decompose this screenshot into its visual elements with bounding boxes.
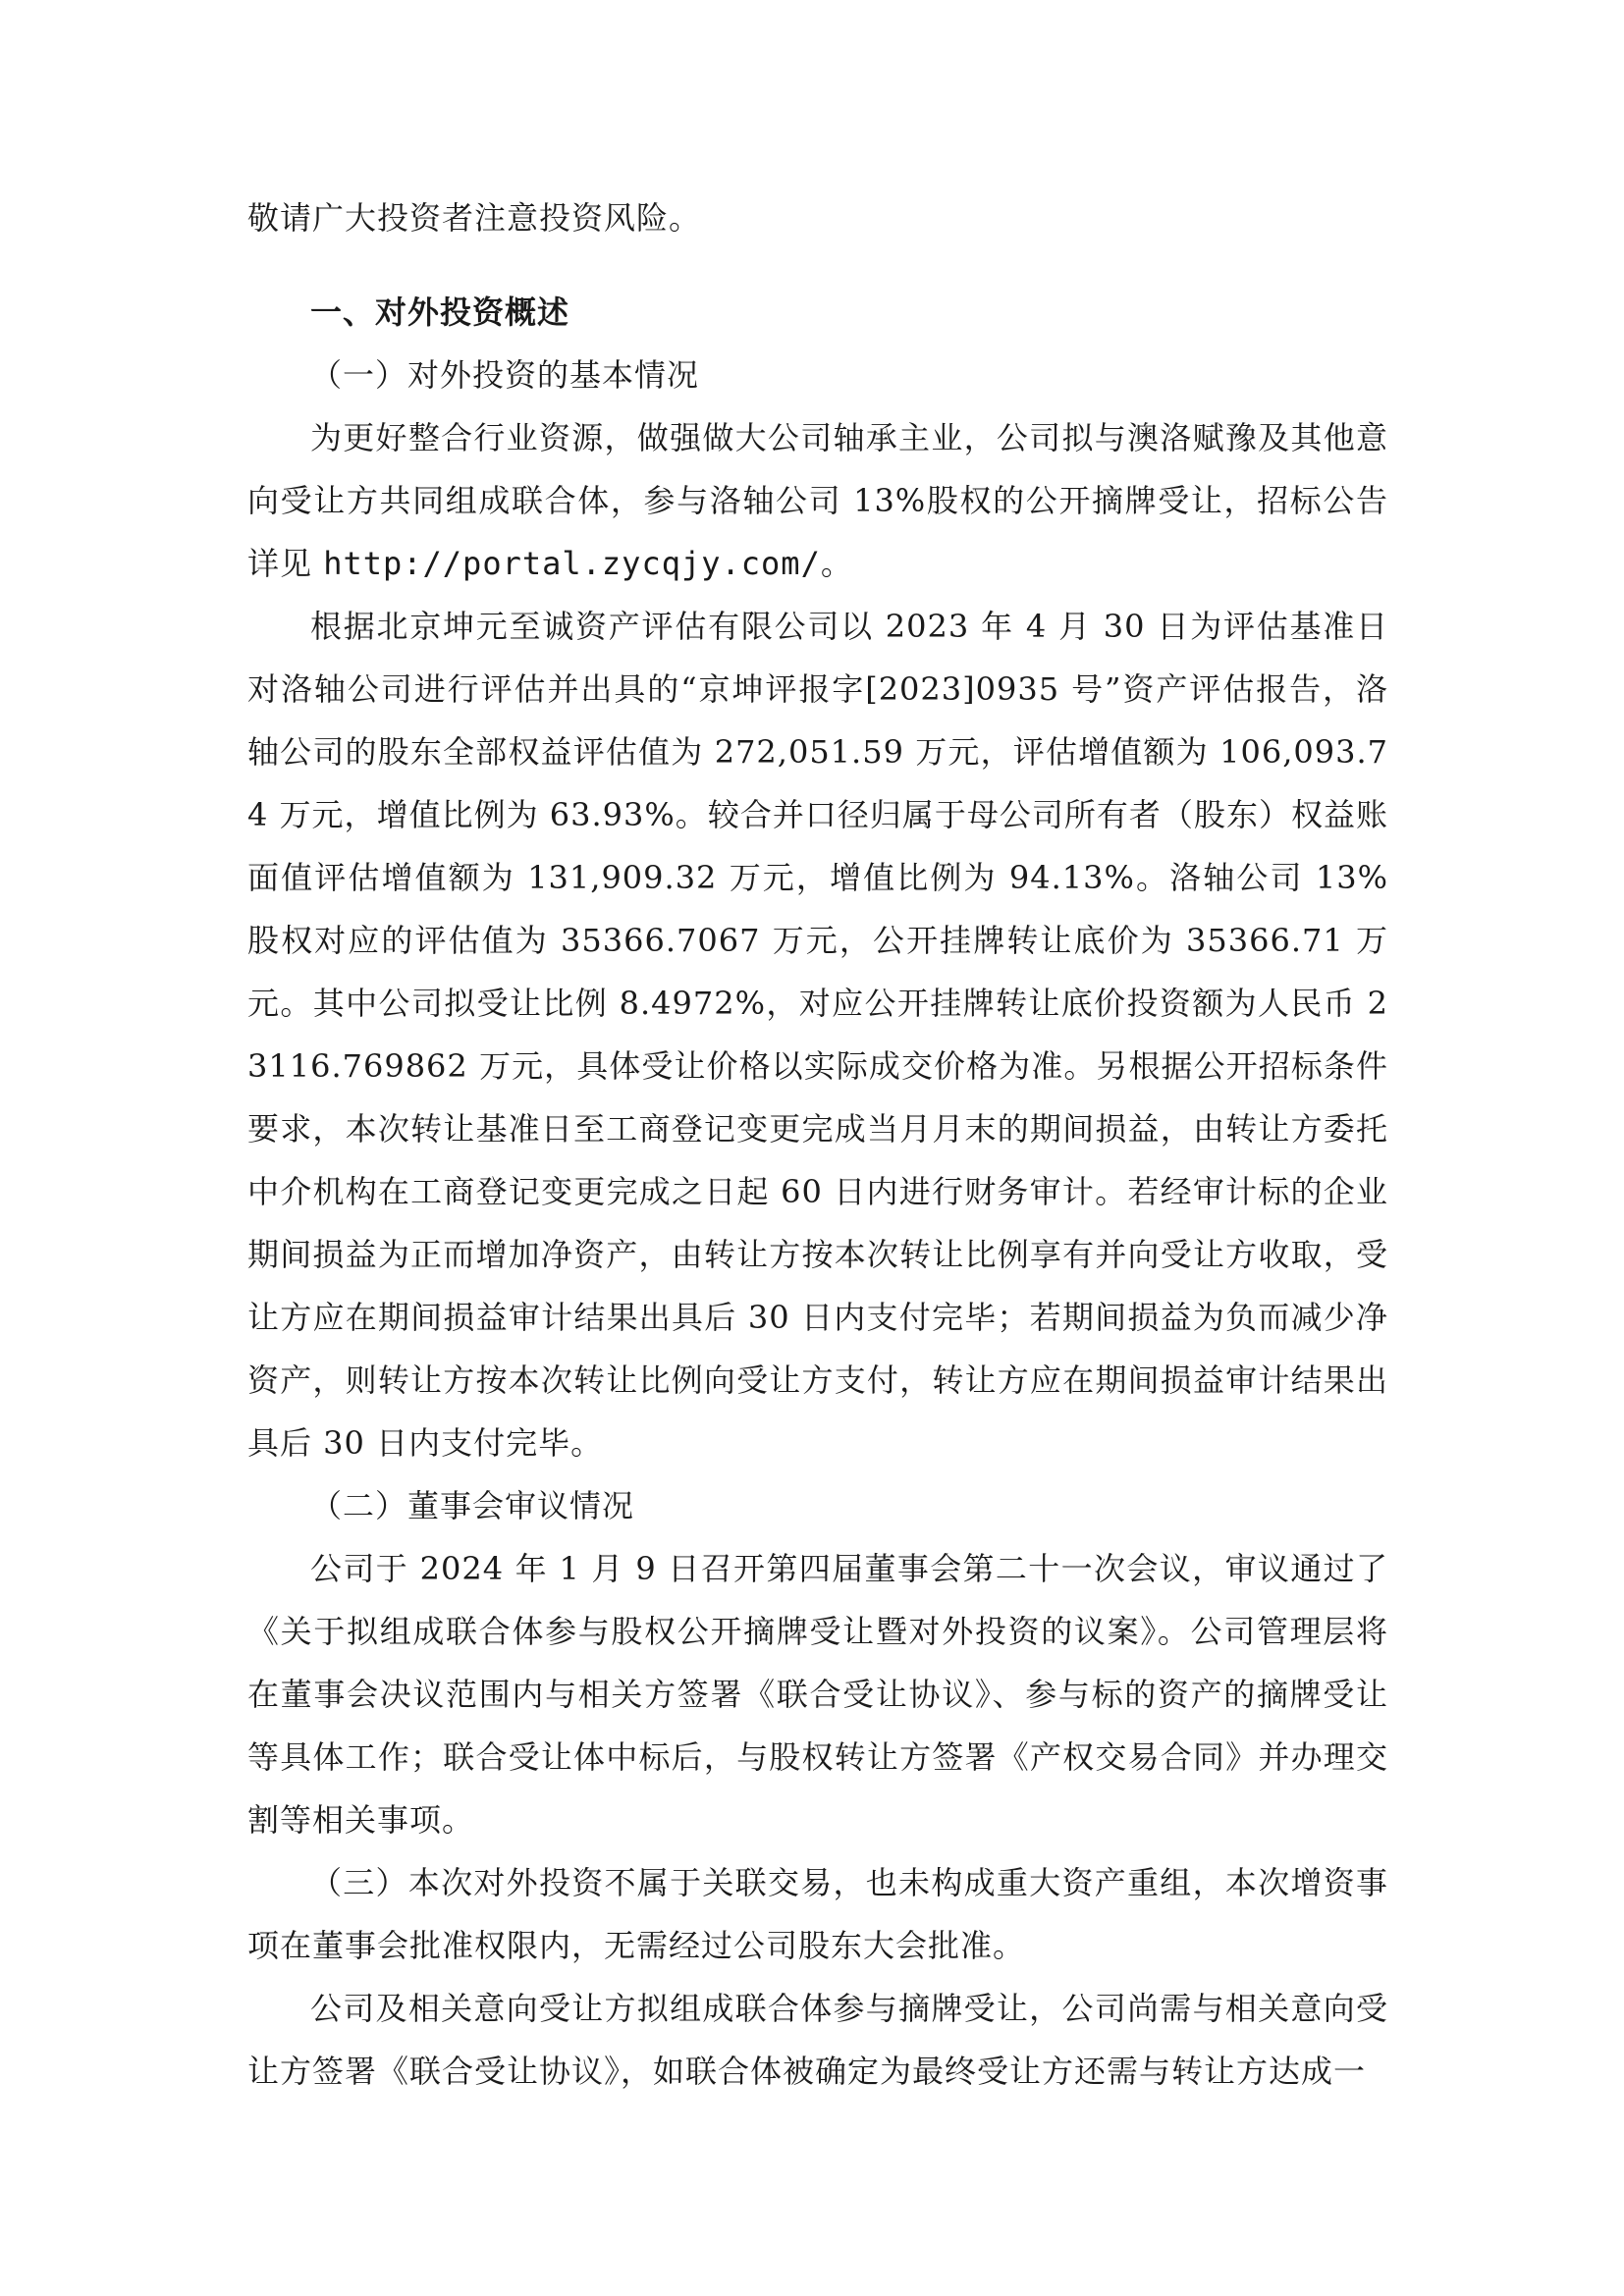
section-heading: 一、对外投资概述 xyxy=(310,294,570,331)
intro-line: 敬请广大投资者注意投资风险。 xyxy=(247,199,702,237)
paragraph-valuation: 根据北京坤元至诚资产评估有限公司以 2023 年 4 月 30 日为评估基准日对洛轴公司进行评估并出具的“京坤评报字[2023]0935 号”资产评估报告，洛轴公司的股东全部权益评估值为 272,051.59 万元，评估增值额为 106,093.74 万元，增值比例为 63.93%。较合并口径归属于母公司所有者（股东）权益账面值评估增值额为 131,909.32 万元，增值比例为 94.13%。洛轴公司 13%股权对应的评估值为 35366.7067 万元，公开挂牌转让底价为 35366.71 万元。其中公司拟受让比例 8.4972%，对应公开挂牌转让底价投资额为人民币 23116.769862 万元，具体受让价格以实际成交价格为准。另根据公开招标条件要求，本次转让基准日至工商登记变更完成当月月末的期间损益，由转让方委托中介机构在工商登记变更完成之日起 60 日内进行财务审计。若经审计标的企业期间损益为正而增加净资产，由转让方按本次转让比例享有并向受让方收取，受让方应在期间损益审计结果出具后 30 日内支付完毕；若期间损益为负而减少净资产，则转让方按本次转让比例向受让方支付，转让方应在期间损益审计结果出具后 30 日内支付完毕。 xyxy=(247,608,1388,1462)
paragraph-investment-purpose xyxy=(247,406,1388,595)
paragraph-text-end: 。 xyxy=(820,545,853,582)
paragraph-related-transaction: （三）本次对外投资不属于关联交易，也未构成重大资产重组，本次增资事项在董事会批准权限内，无需经过公司股东大会批准。 xyxy=(247,1864,1388,1964)
announcement-link[interactable]: http://portal.zycqjy.com/ xyxy=(323,545,821,582)
paragraph-board-meeting: 公司于 2024 年 1 月 9 日召开第四届董事会第二十一次会议，审议通过了《关于拟组成联合体参与股权公开摘牌受让暨对外投资的议案》。公司管理层将在董事会决议范围内与相关方签署《联合受让协议》、参与标的资产的摘牌受让等具体工作；联合受让体中标后，与股权转让方签署《产权交易合同》并办理交割等相关事项。 xyxy=(247,1550,1388,1839)
document-body xyxy=(247,187,1388,2103)
paragraph-text: 为更好整合行业资源，做强做大公司轴承主业，公司拟与澳洛赋豫及其他意向受让方共同组成联合体，参与洛轴公司 13%股权的公开摘牌受让，招标公告详见 xyxy=(247,419,1388,582)
paragraph-consortium: 公司及相关意向受让方拟组成联合体参与摘牌受让，公司尚需与相关意向受让方签署《联合受让协议》，如联合体被确定为最终受让方还需与转让方达成一 xyxy=(247,1990,1388,2090)
sub-heading-basic-info: （一）对外投资的基本情况 xyxy=(310,356,700,394)
sub-heading-board-review: （二）董事会审议情况 xyxy=(310,1487,635,1524)
